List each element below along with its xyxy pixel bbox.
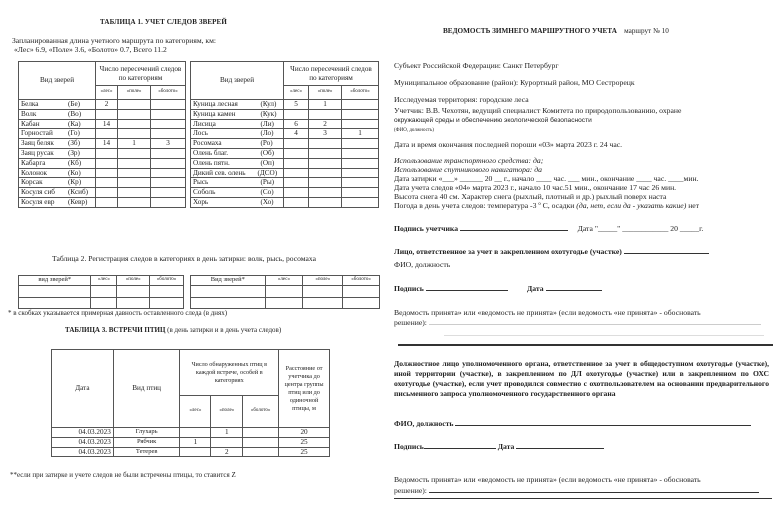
territory: Исследуемая территория: городские леса	[394, 95, 529, 104]
accepted1-field[interactable]	[429, 318, 761, 325]
weather: Погода в день учета следов: температура -3 º С, осадки (да, нет, если да - указать какие) нет	[394, 201, 700, 210]
table-row: Кабарга (Кб)	[19, 158, 186, 168]
table-row: Кабан (Ка) 14	[19, 119, 186, 129]
divider-light	[444, 335, 764, 336]
route-length-line2: «Лес» 6.9, «Поле» 3.6, «Болото» 0.7, Всего 11.2	[14, 45, 167, 54]
cat-field: «поле»	[211, 396, 243, 428]
sign-counter-date[interactable]: Дата "_____" ____________ 20 _____г.	[577, 224, 704, 233]
table-row: Дикий сев. олень (ДСО)	[191, 168, 379, 178]
cat-swamp: «болото»	[150, 276, 184, 286]
accepted2-line1: Ведомость принята» или «ведомость не принята» (если ведомость «не принята» - обосновать	[394, 475, 701, 484]
table-row: Куница лесная (Кул) 5 1	[191, 100, 379, 110]
cat-swamp: «болото»	[243, 396, 279, 428]
table2-left	[18, 275, 184, 309]
last-snow: Дата и время окончания последней пороши «03» марта 2023 г. 24 час.	[394, 140, 623, 149]
table-row: Лось (Ло) 4 3 1	[191, 129, 379, 139]
table2-title: Таблица 2. Регистрация следов в категориях в день затирки: волк, рысь, росомаха	[52, 254, 316, 263]
counter-line1: Учетчик: В.В. Чехотян, ведущий специалист Комитета по природопользованию, охране	[394, 106, 682, 115]
table-row: Корсак (Кр)	[19, 178, 186, 188]
cat-forest: «лес»	[91, 276, 117, 286]
table-row: Рысь (Ры)	[191, 178, 379, 188]
sign2-row: Подпись Дата	[394, 442, 604, 452]
table1-title: ТАБЛИЦА 1. УЧЕТ СЛЕДОВ ЗВЕРЕЙ	[100, 18, 227, 26]
count-date: Дата учета следов «04» марта 2023 г., начало 10 час.51 мин., окончание 17 час 26 мин.	[394, 183, 677, 192]
cat-forest: «лес»	[284, 86, 309, 100]
table-row	[19, 286, 184, 298]
table-row: Хорь (Хо)	[191, 197, 379, 207]
table-row: 04.03.2023 Глухарь 1 20	[52, 428, 330, 438]
table-row	[191, 286, 380, 298]
table-row: 04.03.2023 Рябчик 1 25	[52, 437, 330, 447]
header-crossings: Число пересечений следов по категориям	[284, 62, 379, 86]
cat-forest: «лес»	[96, 86, 118, 100]
header-species: Вид зверей	[191, 62, 284, 100]
header-date: Дата	[52, 350, 114, 428]
table-row: Косуля сиб (Ксиб)	[19, 188, 186, 198]
subject: Субъект Российской Федерации: Санкт Петербург	[394, 61, 559, 70]
route-length-line1: Запланированная длина учетного маршрута по категориям, км:	[12, 36, 217, 45]
header-species: Вид зверей	[19, 62, 96, 100]
table-row: Соболь (Со)	[191, 188, 379, 198]
responsible-field[interactable]	[624, 247, 709, 254]
header-distance: Расстояние от учетчика до центра группы птиц или до одиночной птицы, м	[279, 350, 330, 428]
table-row: Горностай (Го)	[19, 129, 186, 139]
sign1-row: Подпись Дата	[394, 284, 602, 294]
accepted1-row: решение):	[394, 318, 761, 328]
table2-right	[190, 275, 380, 309]
divider-bottom	[394, 498, 772, 499]
table-row: Заяц беляк (Зб) 14 1 3	[19, 139, 186, 149]
sign-counter-field[interactable]	[460, 224, 568, 231]
table1-right	[190, 61, 379, 208]
counter-line2: окружающей среды и обеспечению экологической безопасности	[394, 117, 592, 124]
sign-counter-row: Подпись учетчика Дата "_____" ____________ 20 _____г.	[394, 224, 704, 233]
sign2-field[interactable]	[424, 442, 496, 449]
table1-left	[18, 61, 186, 208]
table-row: 04.03.2023 Тетерев 2 25	[52, 447, 330, 457]
fio-position: ФИО, должность	[394, 260, 451, 269]
snow: Высота снега 40 см. Характер снега (рыхлый, плотный и др.) рыхлый поверх наста	[394, 192, 667, 201]
accepted2-field[interactable]	[429, 486, 759, 493]
divider-thick	[398, 344, 773, 346]
table-row: Белка (Бе) 2	[19, 100, 186, 110]
table-row: Колонок (Ко)	[19, 168, 186, 178]
table2-footnote: * в скобках указывается примерная давность оставленного следа (в днях)	[8, 309, 228, 317]
table3-title: ТАБЛИЦА 3. ВСТРЕЧИ ПТИЦ (в день затирки и в день учета следов)	[65, 326, 282, 334]
cat-swamp: «болото»	[151, 86, 186, 100]
table-row: Росомаха (Ро)	[191, 139, 379, 149]
official-paragraph: Должностное лицо уполномоченного органа, ответственное за учет в общедоступном охотугодье (участке), иной территории (участке), в закрепленном по ДЛ охотугодье (участке) или в закрепленном по ОХС охотугодье (участке), если учет проводился совместно с охотпользователем на основании предварительного письменного запроса уполномоченного государственного органа	[394, 359, 769, 398]
right-page	[388, 0, 776, 512]
accepted1-line1: Ведомость принята» или «ведомость не принята» (если ведомость «не принята» - обосновать	[394, 308, 701, 317]
cat-field: «поле»	[117, 276, 150, 286]
header-count: Число обнаруженных птиц в каждой встрече, особей в категориях	[180, 350, 279, 396]
gps: Использование спутникового навигатора: да	[394, 165, 543, 174]
responsible-row: Лицо, ответственное за учет в закрепленном охотугодье (участке)	[394, 247, 709, 257]
header-species: Вид птиц	[113, 350, 180, 428]
cat-field: «поле»	[309, 86, 342, 100]
table-row: Куница камен (Кук)	[191, 109, 379, 119]
wipe-date: Дата затирки «___» ______ 20 __ г., начало ____ час. ___ мин., окончание ____ час. ____мин.	[394, 174, 699, 183]
table-row: Волк (Во)	[19, 109, 186, 119]
sign1-field[interactable]	[426, 284, 508, 291]
cat-swamp: «болото»	[342, 86, 379, 100]
table-row: Олень благ. (Об)	[191, 148, 379, 158]
official-fio-field[interactable]	[455, 419, 751, 426]
page-title: ВЕДОМОСТЬ ЗИМНЕГО МАРШРУТНОГО УЧЕТА маршрут № 10	[443, 27, 669, 35]
accepted2-row: решение):	[394, 486, 759, 496]
counter-caption: (ФИО, должность)	[394, 128, 434, 133]
table-row: Олень пятн. (Оп)	[191, 158, 379, 168]
table-row	[191, 298, 380, 309]
header-species: вид зверей*	[19, 276, 91, 286]
official-fio-row: ФИО, должность	[394, 419, 751, 429]
cat-field: «поле»	[118, 86, 151, 100]
table3	[51, 349, 330, 457]
table-row: Косуля евр (Кевр)	[19, 197, 186, 207]
cat-swamp: «болото»	[343, 276, 380, 286]
table-row	[19, 298, 184, 309]
date2-field[interactable]	[516, 442, 604, 449]
municipality: Муниципальное образование (район): Курортный район, МО Сестрорецк	[394, 78, 635, 87]
cat-forest: «лес»	[265, 276, 303, 286]
transport: Использование транспортного средства: да;	[394, 156, 544, 165]
table-row: Лисица (Ли) 6 2	[191, 119, 379, 129]
cat-field: «поле»	[303, 276, 343, 286]
cat-forest: «лес»	[180, 396, 211, 428]
table-row: Заяц русак (Зр)	[19, 148, 186, 158]
date1-field[interactable]	[546, 284, 602, 291]
header-crossings: Число пересечений следов по категориям	[96, 62, 186, 86]
header-species: Вид зверей*	[191, 276, 266, 286]
table3-footnote: **если при затирке и учете следов не были встречены птицы, то ставится Z	[10, 471, 236, 479]
